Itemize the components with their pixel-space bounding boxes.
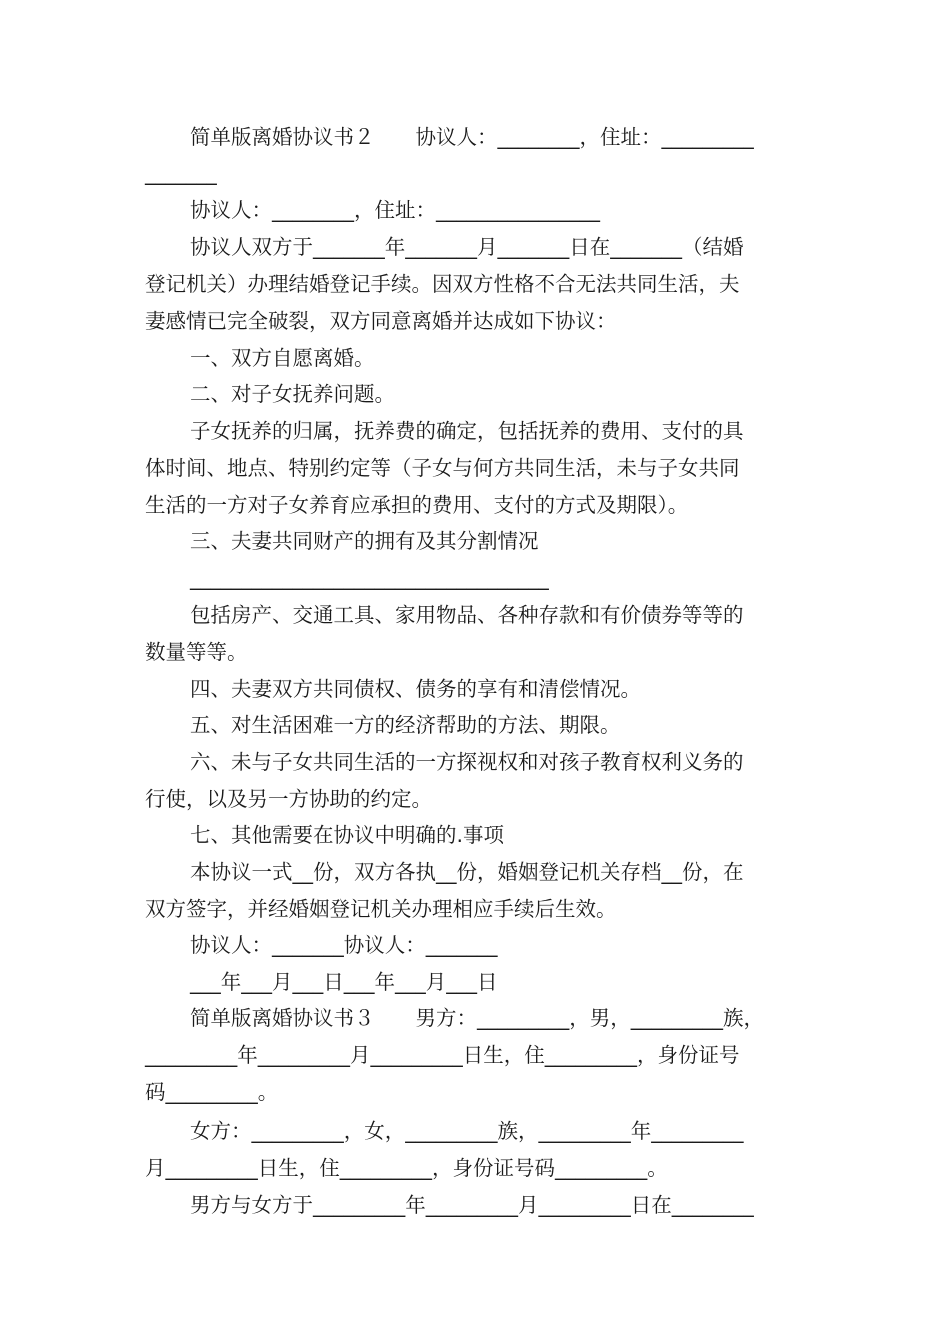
- signature-line: 协议人：_______协议人：_______: [190, 933, 498, 957]
- text-line: 包括房产、交通工具、家用物品、各种存款和有价债券等等的: [190, 603, 744, 627]
- clause-line: 一、双方自愿离婚。: [190, 346, 375, 370]
- date-line: ___年___月___日___年___月___日: [190, 970, 498, 994]
- text-line: 数量等等。: [145, 640, 248, 664]
- clause-line: 七、其他需要在协议中明确的.事项: [190, 823, 505, 847]
- clause-line: 四、夫妻双方共同债权、债务的享有和清偿情况。: [190, 677, 641, 701]
- text-line: 子女抚养的归属，抚养费的确定，包括抚养的费用、支付的具: [190, 419, 744, 443]
- text-line: 双方签字，并经婚姻登记机关办理相应手续后生效。: [145, 897, 617, 921]
- text-line: 月_________日生，住_________，身份证号码_________。: [145, 1156, 668, 1180]
- text-line: 本协议一式__份，双方各执__份，婚姻登记机关存档__份，在: [190, 860, 744, 884]
- text-line: 登记机关）办理结婚登记手续。因双方性格不合无法共同生活，夫: [145, 272, 740, 296]
- heading-line: 简单版离婚协议书２ 协议人：________，住址：_________: [190, 125, 754, 149]
- clause-line: 六、未与子女共同生活的一方探视权和对孩子教育权利义务的: [190, 750, 744, 774]
- clause-line: 三、夫妻共同财产的拥有及其分割情况: [190, 529, 539, 553]
- text-line: 男方与女方于_________年_________月_________日在________: [190, 1193, 754, 1217]
- text-line: 协议人双方于_______年_______月_______日在_______（结婚: [190, 235, 744, 259]
- clause-line: 五、对生活困难一方的经济帮助的方法、期限。: [190, 713, 621, 737]
- text-line: _________年_________月_________日生，住_________，身份证号: [145, 1043, 740, 1067]
- text-line: 生活的一方对子女养育应承担的费用、支付的方式及期限）。: [145, 493, 689, 517]
- text-line: 行使，以及另一方协助的约定。: [145, 787, 432, 811]
- heading-line: 简单版离婚协议书３ 男方：_________，男，_________族，: [190, 1006, 764, 1030]
- text-line: 女方：_________，女，_________族，_________年_________: [190, 1119, 744, 1143]
- text-line: 协议人：________，住址：________________: [190, 198, 600, 222]
- clause-line: 二、对子女抚养问题。: [190, 382, 395, 406]
- blank-line: ___________________________________: [190, 566, 549, 590]
- text-line: _______: [145, 161, 217, 185]
- text-line: 体时间、地点、特别约定等（子女与何方共同生活，未与子女共同: [145, 456, 740, 480]
- text-line: 码_________。: [145, 1080, 279, 1104]
- text-line: 妻感情已完全破裂，双方同意离婚并达成如下协议：: [145, 309, 617, 333]
